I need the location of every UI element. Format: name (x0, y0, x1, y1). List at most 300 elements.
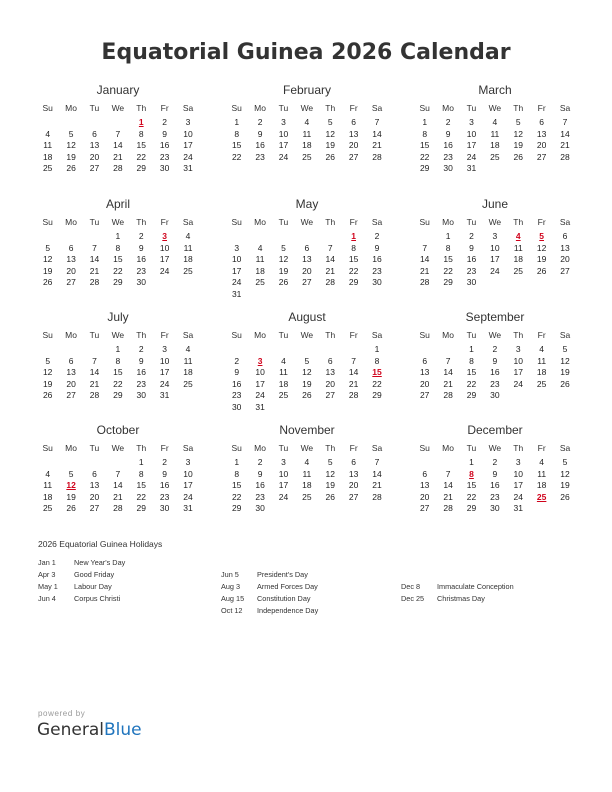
day-cell: 20 (89, 491, 100, 502)
day-cell: 24 (183, 151, 193, 162)
holiday-date-label: May 1 (38, 582, 58, 592)
day-cell: 31 (513, 503, 523, 514)
day-cell: 6 (351, 457, 357, 467)
day-cell: 12 (42, 254, 53, 265)
weekday-header: We (488, 217, 502, 227)
day-cell: 17 (513, 367, 523, 378)
holiday-name-label: Armed Forces Day (257, 582, 318, 592)
day-cell: 27 (89, 503, 100, 514)
day-cell: 4 (257, 242, 263, 253)
empty-day-cell (413, 457, 436, 469)
holiday-name-label: Labour Day (74, 582, 112, 592)
empty-day-cell (553, 163, 576, 175)
day-cell: 18 (183, 367, 193, 378)
month-may (225, 196, 389, 301)
empty-day-cell (248, 344, 271, 356)
day-cell: 3 (185, 117, 191, 127)
day-cell: 4 (45, 468, 51, 479)
empty-day-cell (225, 344, 248, 356)
day-cell: 28 (113, 503, 123, 514)
day-cell: 23 (255, 151, 265, 162)
weekday-header: We (300, 217, 314, 227)
day-cell: 1 (422, 117, 428, 127)
day-cell: 16 (372, 254, 382, 265)
day-cell: 6 (304, 242, 310, 253)
day-cell: 21 (348, 378, 359, 389)
day-cell: 13 (302, 254, 312, 265)
day-cell: 27 (89, 163, 100, 174)
day-cell: 7 (351, 355, 357, 366)
holiday-row (38, 581, 125, 593)
empty-day-cell (153, 277, 176, 289)
holiday-name-label: Christmas Day (437, 594, 485, 604)
day-cell: 16 (490, 480, 500, 491)
day-cell: 26 (42, 277, 53, 288)
weekday-header: Sa (371, 217, 383, 227)
day-cell: 6 (68, 355, 74, 366)
brand-logo-general: General (37, 720, 104, 740)
weekday-header: We (111, 103, 125, 113)
empty-day-cell (225, 231, 248, 243)
weekday-header: We (300, 443, 314, 453)
day-cell: 4 (281, 355, 286, 366)
day-cell: 4 (304, 117, 310, 127)
day-cell: 7 (92, 355, 97, 366)
day-cell: 25 (42, 503, 53, 514)
weekday-header: Mo (442, 217, 454, 227)
day-cell: 10 (183, 128, 193, 139)
weekday-header: Sa (559, 330, 571, 340)
day-cell: 27 (66, 390, 76, 401)
day-cell: 30 (490, 390, 500, 401)
day-cell: 31 (231, 288, 242, 299)
day-cell: 13 (348, 128, 359, 139)
weekday-header: Su (42, 217, 53, 227)
weekday-header: Fr (160, 217, 169, 227)
day-cell: 30 (255, 503, 265, 514)
day-cell: 16 (159, 140, 170, 151)
weekday-header: Fr (160, 330, 169, 340)
day-cell: 29 (466, 390, 477, 401)
day-cell: 18 (183, 254, 193, 265)
day-cell: 24 (513, 491, 523, 502)
day-cell: 9 (234, 367, 240, 378)
day-cell: 24 (159, 378, 170, 389)
weekday-header: Th (513, 103, 524, 113)
day-cell: 16 (136, 367, 146, 378)
day-cell: 25 (490, 151, 500, 162)
day-cell: 18 (302, 140, 312, 151)
day-cell: 8 (138, 468, 144, 479)
day-cell: 14 (443, 367, 453, 378)
day-cell: 18 (513, 254, 523, 265)
day-cell: 22 (113, 265, 123, 276)
day-cell: 28 (443, 390, 453, 401)
day-cell: 14 (419, 254, 430, 265)
holidays-heading: 2026 Equatorial Guinea Holidays (38, 539, 163, 549)
day-cell: 8 (234, 468, 240, 479)
holiday-date-label: Apr 3 (38, 570, 56, 580)
day-cell: 29 (419, 163, 430, 174)
day-cell: 26 (66, 163, 76, 174)
day-cell: 19 (42, 265, 53, 276)
day-cell: 15 (443, 254, 453, 265)
day-cell: 10 (490, 242, 500, 253)
weekday-header: Th (136, 443, 147, 453)
weekday-header: We (111, 217, 125, 227)
day-cell: 27 (419, 390, 430, 401)
weekday-header: Fr (349, 330, 358, 340)
day-cell: 27 (536, 151, 547, 162)
day-cell: 28 (113, 163, 123, 174)
weekday-header: Th (325, 330, 336, 340)
day-cell: 8 (422, 128, 428, 139)
day-cell: 22 (136, 151, 146, 162)
holiday-date-label: Aug 3 (221, 582, 241, 592)
weekday-header: Tu (89, 103, 100, 113)
empty-day-cell (83, 457, 106, 469)
holiday-date-label: Oct 12 (221, 606, 243, 616)
month-name: May (295, 197, 319, 211)
weekday-header: Fr (349, 217, 358, 227)
day-cell: 2 (162, 457, 168, 467)
day-cell: 1 (445, 231, 451, 241)
holiday-date: 5 (539, 231, 545, 241)
day-cell: 19 (278, 265, 289, 276)
empty-day-cell (272, 231, 295, 243)
day-cell: 16 (159, 480, 170, 491)
day-cell: 25 (278, 390, 289, 401)
holiday-date: 25 (536, 491, 547, 502)
day-cell: 18 (42, 151, 53, 162)
day-cell: 11 (302, 468, 312, 479)
weekday-header: Tu (278, 103, 289, 113)
empty-day-cell (272, 344, 295, 356)
day-cell: 18 (536, 367, 547, 378)
weekday-header: Su (231, 443, 242, 453)
day-cell: 15 (419, 140, 430, 151)
month-name: November (279, 423, 335, 437)
empty-day-cell (272, 289, 295, 301)
empty-day-cell (176, 390, 199, 402)
day-cell: 17 (278, 140, 289, 151)
day-cell: 20 (536, 140, 547, 151)
month-days-grid (36, 441, 200, 515)
day-cell: 17 (159, 367, 170, 378)
day-cell: 3 (185, 457, 191, 467)
day-cell: 15 (136, 480, 146, 491)
day-cell: 13 (419, 480, 430, 491)
empty-day-cell (59, 117, 82, 129)
weekday-header: Th (325, 443, 336, 453)
day-cell: 17 (183, 480, 193, 491)
day-cell: 10 (159, 242, 170, 253)
weekday-header: Fr (537, 330, 546, 340)
day-cell: 28 (372, 491, 382, 502)
day-cell: 21 (89, 378, 100, 389)
day-cell: 13 (89, 140, 100, 151)
day-cell: 31 (255, 401, 265, 412)
day-cell: 30 (466, 277, 477, 288)
weekday-header: Tu (89, 217, 100, 227)
day-cell: 29 (372, 390, 382, 401)
day-cell: 20 (348, 480, 359, 491)
day-cell: 20 (325, 378, 335, 389)
day-cell: 12 (560, 468, 570, 479)
weekday-header: Fr (537, 443, 546, 453)
weekday-header: Sa (371, 103, 383, 113)
holiday-date: 3 (257, 355, 263, 366)
day-cell: 25 (302, 151, 312, 162)
day-cell: 7 (327, 242, 333, 253)
weekday-header: Su (419, 330, 430, 340)
day-cell: 14 (325, 254, 335, 265)
holiday-row (38, 557, 125, 569)
month-days-grid (413, 101, 577, 175)
day-cell: 26 (536, 265, 547, 276)
weekday-header: Fr (349, 443, 358, 453)
day-cell: 27 (560, 265, 570, 276)
day-cell: 23 (466, 265, 477, 276)
day-cell: 12 (325, 128, 335, 139)
day-cell: 21 (560, 140, 570, 151)
day-cell: 24 (513, 378, 523, 389)
holiday-name-label: Good Friday (74, 570, 115, 580)
day-cell: 6 (92, 128, 97, 139)
day-cell: 16 (255, 480, 265, 491)
day-cell: 19 (560, 367, 570, 378)
empty-day-cell (530, 503, 553, 515)
day-cell: 10 (278, 128, 289, 139)
day-cell: 15 (136, 140, 146, 151)
day-cell: 21 (372, 480, 382, 491)
day-cell: 23 (159, 491, 170, 502)
day-cell: 20 (560, 254, 570, 265)
day-cell: 19 (66, 491, 76, 502)
day-cell: 6 (422, 468, 428, 479)
weekday-header: Fr (160, 443, 169, 453)
holiday-row (221, 569, 318, 581)
day-cell: 9 (257, 128, 263, 139)
day-cell: 10 (513, 468, 523, 479)
empty-day-cell (36, 344, 59, 356)
weekday-header: Mo (254, 443, 266, 453)
page-title: Equatorial Guinea 2026 Calendar (101, 40, 511, 65)
holiday-name-label: President's Day (257, 570, 308, 579)
empty-day-cell (319, 402, 342, 414)
day-cell: 6 (351, 117, 357, 127)
day-cell: 28 (89, 277, 100, 288)
weekday-header: Fr (349, 103, 358, 113)
day-cell: 14 (443, 480, 453, 491)
day-cell: 18 (255, 265, 265, 276)
weekday-header: Su (42, 443, 53, 453)
weekday-header: Tu (278, 330, 289, 340)
day-cell: 10 (278, 468, 289, 479)
day-cell: 21 (443, 378, 453, 389)
day-cell: 28 (443, 503, 453, 514)
day-cell: 3 (492, 231, 498, 241)
day-cell: 3 (234, 242, 240, 253)
day-cell: 3 (515, 344, 521, 354)
day-cell: 11 (537, 468, 547, 479)
day-cell: 22 (348, 265, 359, 276)
month-february (225, 82, 389, 163)
day-cell: 31 (183, 503, 193, 514)
day-cell: 10 (231, 254, 242, 265)
day-cell: 12 (560, 355, 570, 366)
weekday-header: Sa (371, 443, 383, 453)
weekday-header: Su (42, 103, 53, 113)
month-january (36, 82, 200, 175)
day-cell: 16 (443, 140, 453, 151)
day-cell: 27 (325, 390, 335, 401)
day-cell: 1 (138, 457, 144, 467)
holiday-name-label: Corpus Christi (74, 594, 121, 604)
empty-day-cell (106, 457, 129, 469)
day-cell: 7 (445, 355, 451, 366)
day-cell: 25 (42, 163, 53, 174)
day-cell: 23 (255, 491, 265, 502)
day-cell: 2 (445, 117, 451, 127)
empty-day-cell (36, 457, 59, 469)
day-cell: 12 (302, 367, 312, 378)
day-cell: 8 (115, 355, 121, 366)
day-cell: 4 (185, 344, 191, 354)
day-cell: 30 (490, 503, 500, 514)
day-cell: 7 (422, 242, 428, 253)
day-cell: 16 (466, 254, 477, 265)
day-cell: 12 (513, 128, 523, 139)
day-cell: 14 (89, 367, 100, 378)
day-cell: 16 (490, 367, 500, 378)
day-cell: 4 (185, 231, 191, 241)
day-cell: 22 (231, 151, 242, 162)
day-cell: 20 (302, 265, 312, 276)
empty-day-cell (83, 344, 106, 356)
day-cell: 29 (348, 277, 359, 288)
day-cell: 29 (136, 163, 146, 174)
day-cell: 14 (113, 140, 123, 151)
empty-day-cell (413, 344, 436, 356)
day-cell: 24 (278, 491, 289, 502)
day-cell: 4 (539, 344, 545, 354)
day-cell: 23 (136, 265, 146, 276)
day-cell: 26 (513, 151, 523, 162)
weekday-header: Th (513, 330, 524, 340)
day-cell: 31 (466, 163, 477, 174)
day-cell: 27 (302, 277, 312, 288)
month-days-grid (225, 328, 389, 414)
day-cell: 9 (138, 242, 144, 253)
weekday-header: Sa (182, 103, 194, 113)
day-cell: 30 (159, 163, 170, 174)
month-name: June (481, 197, 509, 211)
day-cell: 8 (469, 355, 474, 366)
weekday-header: Sa (182, 443, 194, 453)
day-cell: 24 (490, 265, 500, 276)
day-cell: 30 (136, 277, 146, 288)
day-cell: 1 (115, 231, 121, 241)
weekday-header: Tu (278, 443, 289, 453)
day-cell: 26 (325, 491, 335, 502)
day-cell: 22 (466, 378, 477, 389)
empty-day-cell (553, 503, 576, 515)
empty-day-cell (553, 390, 576, 402)
day-cell: 24 (255, 390, 265, 401)
month-name: August (288, 310, 326, 324)
holiday-column (221, 569, 318, 617)
day-cell: 30 (159, 503, 170, 514)
weekday-header: Mo (254, 330, 266, 340)
day-cell: 14 (113, 480, 123, 491)
empty-day-cell (365, 402, 388, 414)
day-cell: 9 (445, 128, 451, 139)
weekday-header: Sa (559, 103, 571, 113)
day-cell: 14 (560, 128, 570, 139)
empty-day-cell (530, 390, 553, 402)
day-cell: 9 (138, 355, 144, 366)
day-cell: 2 (374, 231, 380, 241)
weekday-header: Mo (65, 330, 77, 340)
day-cell: 7 (374, 457, 380, 467)
day-cell: 4 (45, 128, 51, 139)
holiday-date-label: Jan 1 (38, 558, 56, 567)
day-cell: 20 (419, 378, 430, 389)
day-cell: 30 (443, 163, 453, 174)
day-cell: 1 (374, 344, 380, 354)
day-cell: 26 (278, 277, 289, 288)
weekday-header: Mo (65, 217, 77, 227)
day-cell: 6 (562, 231, 568, 241)
day-cell: 14 (372, 468, 382, 479)
day-cell: 18 (278, 378, 289, 389)
day-cell: 18 (302, 480, 312, 491)
day-cell: 2 (469, 231, 474, 241)
weekday-header: Sa (559, 443, 571, 453)
day-cell: 19 (325, 140, 335, 151)
day-cell: 1 (469, 344, 474, 354)
day-cell: 31 (159, 390, 170, 401)
day-cell: 26 (325, 151, 335, 162)
empty-day-cell (83, 117, 106, 129)
empty-day-cell (176, 277, 199, 289)
day-cell: 20 (66, 265, 76, 276)
day-cell: 15 (231, 480, 242, 491)
month-days-grid (36, 215, 200, 289)
day-cell: 13 (419, 367, 430, 378)
empty-day-cell (295, 402, 318, 414)
holiday-date-label: Aug 15 (221, 594, 245, 604)
day-cell: 28 (419, 277, 430, 288)
weekday-header: Th (325, 217, 336, 227)
day-cell: 18 (42, 491, 53, 502)
weekday-header: Mo (442, 443, 454, 453)
day-cell: 8 (234, 128, 240, 139)
weekday-header: Th (325, 103, 336, 113)
day-cell: 7 (374, 117, 380, 127)
day-cell: 26 (302, 390, 312, 401)
day-cell: 15 (113, 367, 123, 378)
day-cell: 22 (231, 491, 242, 502)
day-cell: 3 (281, 117, 286, 127)
day-cell: 26 (42, 390, 53, 401)
day-cell: 10 (513, 355, 523, 366)
day-cell: 10 (183, 468, 193, 479)
empty-day-cell (59, 231, 82, 243)
powered-by-text: powered by (38, 709, 86, 718)
empty-day-cell (507, 277, 530, 289)
